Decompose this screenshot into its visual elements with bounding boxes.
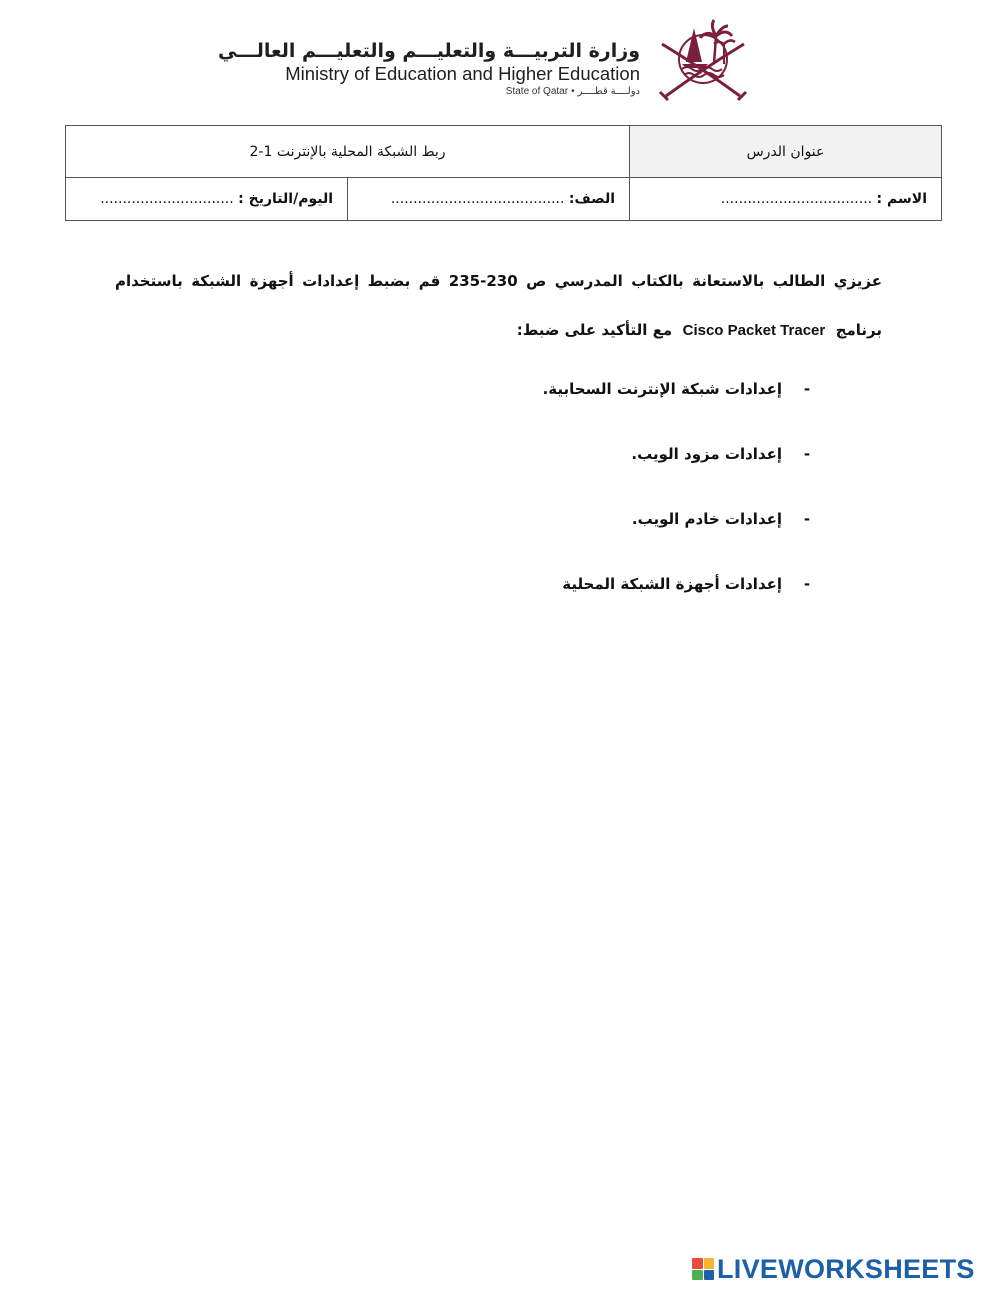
- instruction-line-2: [115, 321, 882, 339]
- liveworksheets-mark-icon: [692, 1258, 714, 1280]
- lesson-info-table: [65, 125, 942, 221]
- list-item-text: إعدادات شبكة الإنترنت السحابية.: [542, 380, 782, 398]
- name-field[interactable]: [630, 178, 942, 221]
- name-blank[interactable]: ..................................: [720, 191, 873, 207]
- instruction-prefix: برنامج: [835, 321, 882, 339]
- bullet-dash: -: [803, 445, 811, 463]
- list-item: [320, 445, 820, 510]
- bullet-dash: -: [803, 510, 811, 528]
- app-name: Cisco Packet Tracer: [682, 322, 826, 339]
- ministry-header: [220, 14, 760, 104]
- liveworksheets-logo[interactable]: [692, 1252, 975, 1286]
- list-item-text: إعدادات أجهزة الشبكة المحلية: [562, 575, 782, 593]
- list-item: [320, 575, 820, 640]
- state-line: [506, 86, 640, 97]
- qatar-emblem-icon: [648, 14, 758, 102]
- class-blank[interactable]: .......................................: [390, 191, 565, 207]
- ministry-name-english: Ministry of Education and Higher Education: [285, 63, 640, 84]
- class-field[interactable]: [348, 178, 630, 221]
- list-item: [320, 510, 820, 575]
- class-label: الصف:: [568, 191, 615, 207]
- list-item: [320, 380, 820, 445]
- instruction-line-1: عزيزي الطالب بالاستعانة بالكتاب المدرسي ص 230-235 قم بضبط إعدادات أجهزة الشبكة باستخدام: [115, 272, 882, 290]
- bullet-dash: -: [803, 380, 811, 398]
- ministry-name-arabic: وزارة التربيـــة والتعليـــم والتعليـــم العالـــي: [218, 40, 640, 62]
- date-label: اليوم/التاريخ :: [238, 191, 333, 207]
- settings-list: [320, 380, 820, 640]
- bullet-dash: -: [803, 575, 811, 593]
- date-blank[interactable]: ..............................: [100, 191, 234, 207]
- list-item-text: إعدادات خادم الويب.: [631, 510, 782, 528]
- instruction-suffix: مع التأكيد على ضبط:: [516, 321, 673, 339]
- lesson-title-row: [66, 126, 942, 178]
- list-item-text: إعدادات مزود الويب.: [631, 445, 782, 463]
- lesson-title-value: ربط الشبكة المحلية بالإنترنت 1-2: [66, 126, 630, 178]
- date-field[interactable]: [66, 178, 348, 221]
- separator-dot: •: [571, 86, 575, 97]
- state-arabic: دولــــة قطــــر: [577, 86, 640, 97]
- brand-text: LIVEWORKSHEETS: [717, 1253, 975, 1284]
- state-english: State of Qatar: [505, 86, 569, 97]
- name-label: الاسم :: [876, 191, 927, 207]
- student-fields-row: [66, 178, 942, 221]
- lesson-title-label: عنوان الدرس: [630, 126, 942, 178]
